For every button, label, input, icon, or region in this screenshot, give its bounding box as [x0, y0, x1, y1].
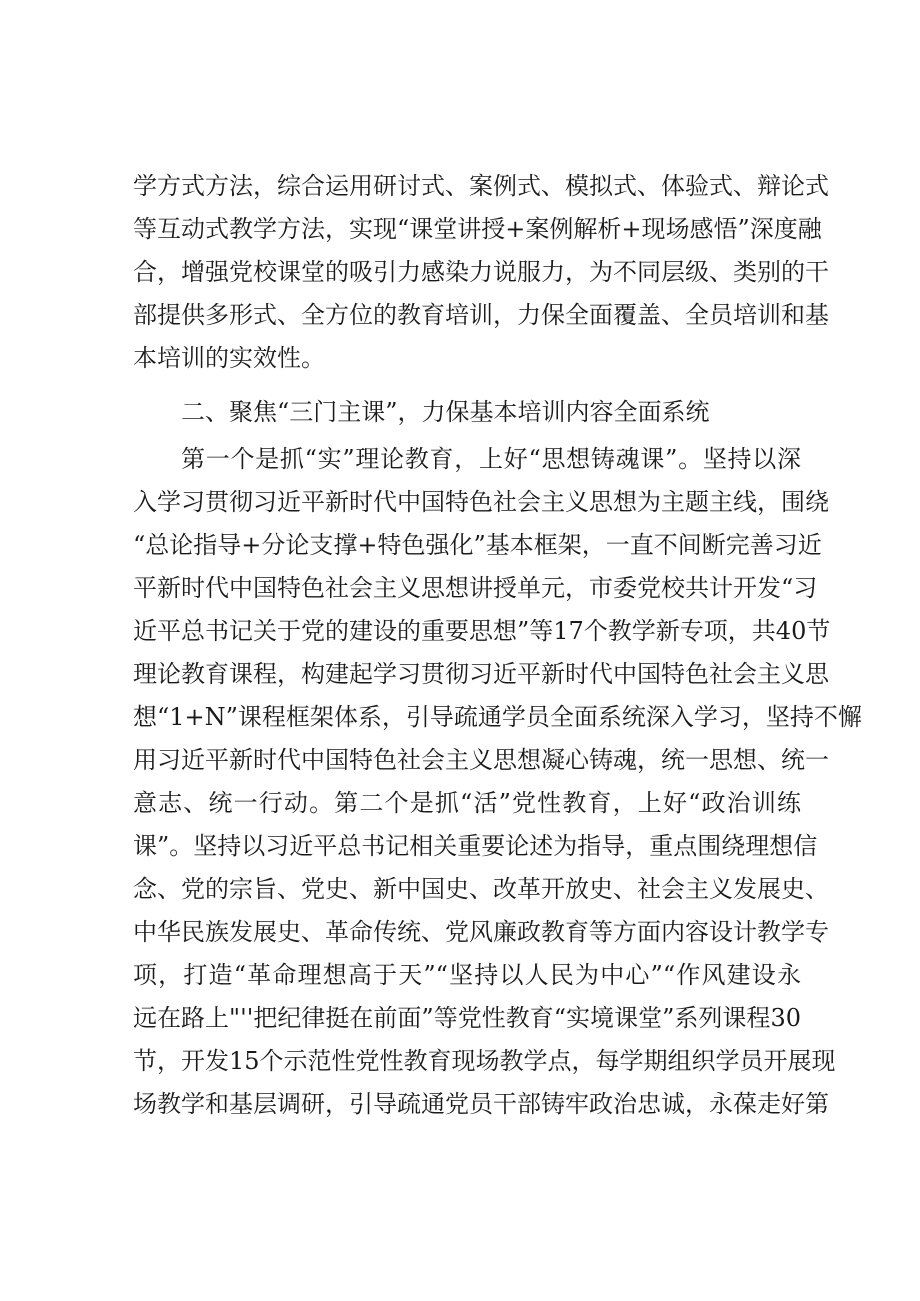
paragraph-line: 入学习贯彻习近平新时代中国特色社会主义思想为主题主线，围绕	[133, 488, 829, 516]
paragraph-line: 近平总书记关于党的建设的重要思想”等17个教学新专项，共40节	[133, 617, 831, 645]
paragraph-line: 本培训的实效性。	[133, 344, 325, 372]
paragraph-line: 项，打造“革命理想高于天”“坚持以人民为中心”“作风建设永	[133, 961, 801, 989]
paragraph-line: 意志、统一行动。第二个是抓“活”党性教育，上好“政治训练	[133, 789, 801, 817]
paragraph-line: 等互动式教学方法，实现“课堂讲授+案例解析+现场感悟”深度融	[133, 215, 822, 243]
paragraph-line: 学方式方法，综合运用研讨式、案例式、模拟式、体验式、辩论式	[133, 172, 829, 200]
paragraph-line: 课”。坚持以习近平总书记相关重要论述为指导，重点围绕理想信	[133, 832, 818, 860]
paragraph-line: “总论指导+分论支撑+特色强化”基本框架，一直不间断完善习近	[133, 531, 822, 559]
paragraph-line: 远在路上"''把纪律挺在前面”等党性教育“实境课堂”系列课程30	[133, 1004, 801, 1032]
paragraph-line: 中华民族发展史、革命传统、党风廉政教育等方面内容设计教学专	[133, 918, 829, 946]
paragraph-line: 第一个是抓“实”理论教育，上好“思想铸魂课”。坚持以深	[181, 445, 801, 473]
paragraph-line: 场教学和基层调研，引导疏通党员干部铸牢政治忠诚，永葆走好第	[133, 1090, 829, 1118]
paragraph-line: 平新时代中国特色社会主义思想讲授单元，市委党校共计开发“习	[133, 574, 818, 602]
paragraph-line: 理论教育课程，构建起学习贯彻习近平新时代中国特色社会主义思	[133, 660, 829, 688]
paragraph-line: 节，开发15个示范性党性教育现场教学点，每学期组织学员开展现	[133, 1047, 836, 1075]
paragraph-line: 合，增强党校课堂的吸引力感染力说服力，为不同层级、类别的干	[133, 258, 829, 286]
paragraph-line: 用习近平新时代中国特色社会主义思想凝心铸魂，统一思想、统一	[133, 746, 829, 774]
section-heading: 二、聚焦“三门主课”，力保基本培训内容全面系统	[181, 398, 710, 426]
paragraph-line: 想“1+N”课程框架体系，引导疏通学员全面系统深入学习，坚持不懈	[133, 703, 862, 731]
paragraph-line: 念、党的宗旨、党史、新中国史、改革开放史、社会主义发展史、	[133, 875, 829, 903]
paragraph-line: 部提供多形式、全方位的教育培训，力保全面覆盖、全员培训和基	[133, 301, 829, 329]
